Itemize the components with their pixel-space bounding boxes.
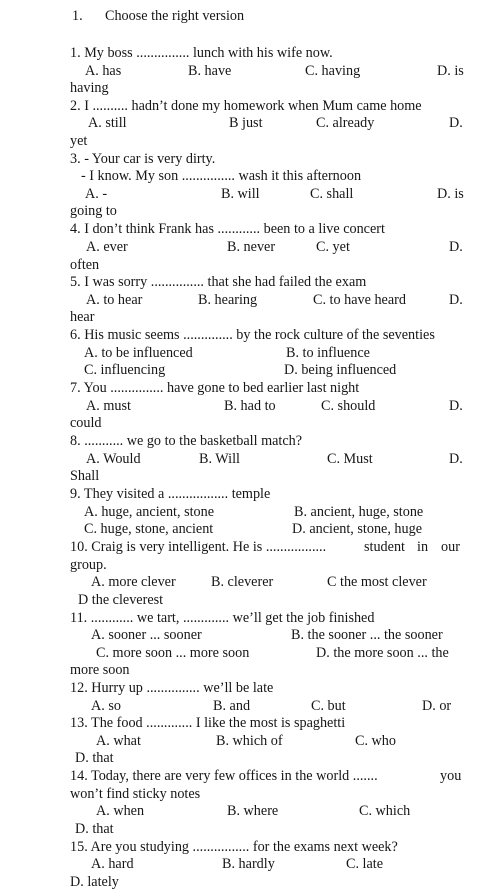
line-text: D. that: [75, 821, 114, 837]
text-line: [0, 873, 498, 891]
line-segment: D.: [449, 292, 463, 308]
text-line: [0, 114, 498, 132]
line-text: - I know. My son ............... wash it this afternoon: [81, 168, 362, 184]
text-line: [0, 626, 498, 644]
line-segment: A. ever: [86, 239, 128, 255]
text-line: [0, 591, 498, 609]
text-line: [0, 256, 498, 274]
line-segment: D. the more soon ... the: [316, 645, 449, 661]
line-segment: C the most clever: [327, 574, 427, 590]
text-line: [0, 150, 498, 168]
line-segment: A. must: [86, 398, 131, 414]
line-segment: A. sooner ... sooner: [91, 627, 202, 643]
line-segment: A. huge, ancient, stone: [84, 504, 215, 520]
text-line: [0, 44, 498, 62]
line-text: D the cleverest: [78, 592, 164, 608]
line-segment: student: [364, 539, 405, 555]
exercise-title: Choose the right version: [105, 8, 245, 24]
text-line: [0, 538, 498, 556]
line-segment: B. cleverer: [211, 574, 274, 590]
line-segment: A. hard: [91, 856, 134, 872]
line-segment: you: [440, 768, 462, 784]
text-line: [0, 820, 498, 838]
line-segment: B. where: [227, 803, 279, 819]
text-line: [0, 308, 498, 326]
line-segment: A. more clever: [91, 574, 176, 590]
line-segment: B. and: [213, 698, 251, 714]
line-text: 4. I don’t think Frank has ............ been to a live concert: [70, 221, 385, 237]
line-text: 9. They visited a ................. temple: [70, 486, 271, 502]
text-line: [0, 185, 498, 203]
line-text: 15. Are you studying ................ for the exams next week?: [70, 839, 398, 855]
text-line: [0, 838, 498, 856]
line-segment: in: [417, 539, 429, 555]
line-text: group.: [70, 557, 107, 573]
line-segment: B. to influence: [286, 345, 370, 361]
line-segment: A. still: [88, 115, 127, 131]
text-line: [0, 485, 498, 503]
line-segment: D. being influenced: [284, 362, 397, 378]
line-segment: D.: [449, 398, 463, 414]
line-segment: B. have: [188, 63, 232, 79]
line-text: 3. - Your car is very dirty.: [70, 151, 216, 167]
line-segment: D. is: [437, 63, 464, 79]
line-segment: A. -: [85, 186, 108, 202]
text-line: [0, 202, 498, 220]
line-segment: C. should: [321, 398, 376, 414]
line-segment: B. never: [227, 239, 276, 255]
line-segment: C. yet: [316, 239, 350, 255]
text-line: [0, 785, 498, 803]
line-text: won’t find sticky notes: [70, 786, 201, 802]
text-line: [0, 855, 498, 873]
text-line: [0, 379, 498, 397]
text-line: [0, 609, 498, 627]
line-segment: C. shall: [310, 186, 354, 202]
text-line: [0, 414, 498, 432]
text-line: [0, 238, 498, 256]
line-text: 13. The food ............. I like the most is spaghetti: [70, 715, 346, 731]
line-segment: A. what: [96, 733, 141, 749]
text-line: [0, 520, 498, 538]
line-text: 7. You ............... have gone to bed earlier last night: [70, 380, 360, 396]
line-segment: C. who: [355, 733, 396, 749]
line-text: 5. I was sorry ............... that she had failed the exam: [70, 274, 367, 290]
text-line: [0, 556, 498, 574]
text-line: [0, 661, 498, 679]
line-text: D. lately: [70, 874, 119, 890]
line-text: having: [70, 80, 109, 96]
line-segment: B. which of: [216, 733, 283, 749]
line-segment: A. has: [85, 63, 122, 79]
text-line: [0, 767, 498, 785]
line-segment: A. so: [91, 698, 121, 714]
line-segment: 14. Today, there are very few offices in the world .......: [70, 768, 378, 784]
line-segment: A. to be influenced: [84, 345, 193, 361]
line-text: going to: [70, 203, 117, 219]
line-segment: C. having: [305, 63, 361, 79]
line-segment: C. more soon ... more soon: [96, 645, 250, 661]
line-segment: B. the sooner ... the sooner: [291, 627, 443, 643]
text-line: [0, 97, 498, 115]
text-line: [0, 220, 498, 238]
line-segment: B. hardly: [222, 856, 275, 872]
exercise-heading: [0, 7, 498, 25]
text-line: [0, 132, 498, 150]
line-segment: C. influencing: [84, 362, 166, 378]
text-line: [0, 467, 498, 485]
line-text: 12. Hurry up ............... we’ll be late: [70, 680, 274, 696]
line-segment: C. already: [316, 115, 375, 131]
line-text: hear: [70, 309, 95, 325]
text-line: [0, 503, 498, 521]
text-line: [0, 273, 498, 291]
text-line: [0, 697, 498, 715]
line-segment: B. will: [221, 186, 260, 202]
line-segment: C. which: [359, 803, 411, 819]
line-text: often: [70, 257, 100, 273]
line-segment: C. to have heard: [313, 292, 406, 308]
line-segment: C. late: [346, 856, 384, 872]
text-line: [0, 450, 498, 468]
text-line: [0, 714, 498, 732]
text-line: [0, 679, 498, 697]
line-segment: C. huge, stone, ancient: [84, 521, 214, 537]
text-line: [0, 167, 498, 185]
line-segment: B. had to: [224, 398, 276, 414]
line-text: more soon: [70, 662, 130, 678]
line-text: 2. I .......... hadn’t done my homework when Mum came home: [70, 98, 422, 114]
text-line: [0, 326, 498, 344]
line-segment: B. ancient, huge, stone: [294, 504, 424, 520]
line-segment: B just: [229, 115, 263, 131]
exercise-number: 1.: [72, 8, 83, 24]
text-line: [0, 79, 498, 97]
line-text: D. that: [75, 750, 114, 766]
line-segment: C. Must: [327, 451, 373, 467]
line-segment: B. hearing: [198, 292, 258, 308]
line-segment: D. or: [422, 698, 452, 714]
text-line: [0, 573, 498, 591]
line-segment: D.: [449, 115, 463, 131]
line-text: Shall: [70, 468, 100, 484]
text-line: [0, 432, 498, 450]
line-text: 8. ........... we go to the basketball match?: [70, 433, 303, 449]
line-segment: 10. Craig is very intelligent. He is .................: [70, 539, 327, 555]
line-segment: A. to hear: [86, 292, 143, 308]
line-segment: our: [441, 539, 460, 555]
line-segment: D.: [449, 451, 463, 467]
line-text: 1. My boss ............... lunch with his wife now.: [70, 45, 333, 61]
line-segment: D. ancient, stone, huge: [292, 521, 423, 537]
line-segment: D. is: [437, 186, 464, 202]
line-text: 11. ............ we tart, ............. we’ll get the job finished: [70, 610, 375, 626]
line-segment: D.: [449, 239, 463, 255]
text-line: [0, 344, 498, 362]
line-segment: C. but: [311, 698, 346, 714]
text-line: [0, 291, 498, 309]
line-segment: A. Would: [86, 451, 141, 467]
line-segment: A. when: [96, 803, 145, 819]
text-line: [0, 732, 498, 750]
text-line: [0, 644, 498, 662]
line-segment: B. Will: [199, 451, 240, 467]
text-line: [0, 62, 498, 80]
line-text: could: [70, 415, 102, 431]
text-line: [0, 802, 498, 820]
text-line: [0, 361, 498, 379]
line-text: 6. His music seems .............. by the rock culture of the seventies: [70, 327, 435, 343]
text-line: [0, 397, 498, 415]
text-line: [0, 749, 498, 767]
line-text: yet: [70, 133, 88, 149]
